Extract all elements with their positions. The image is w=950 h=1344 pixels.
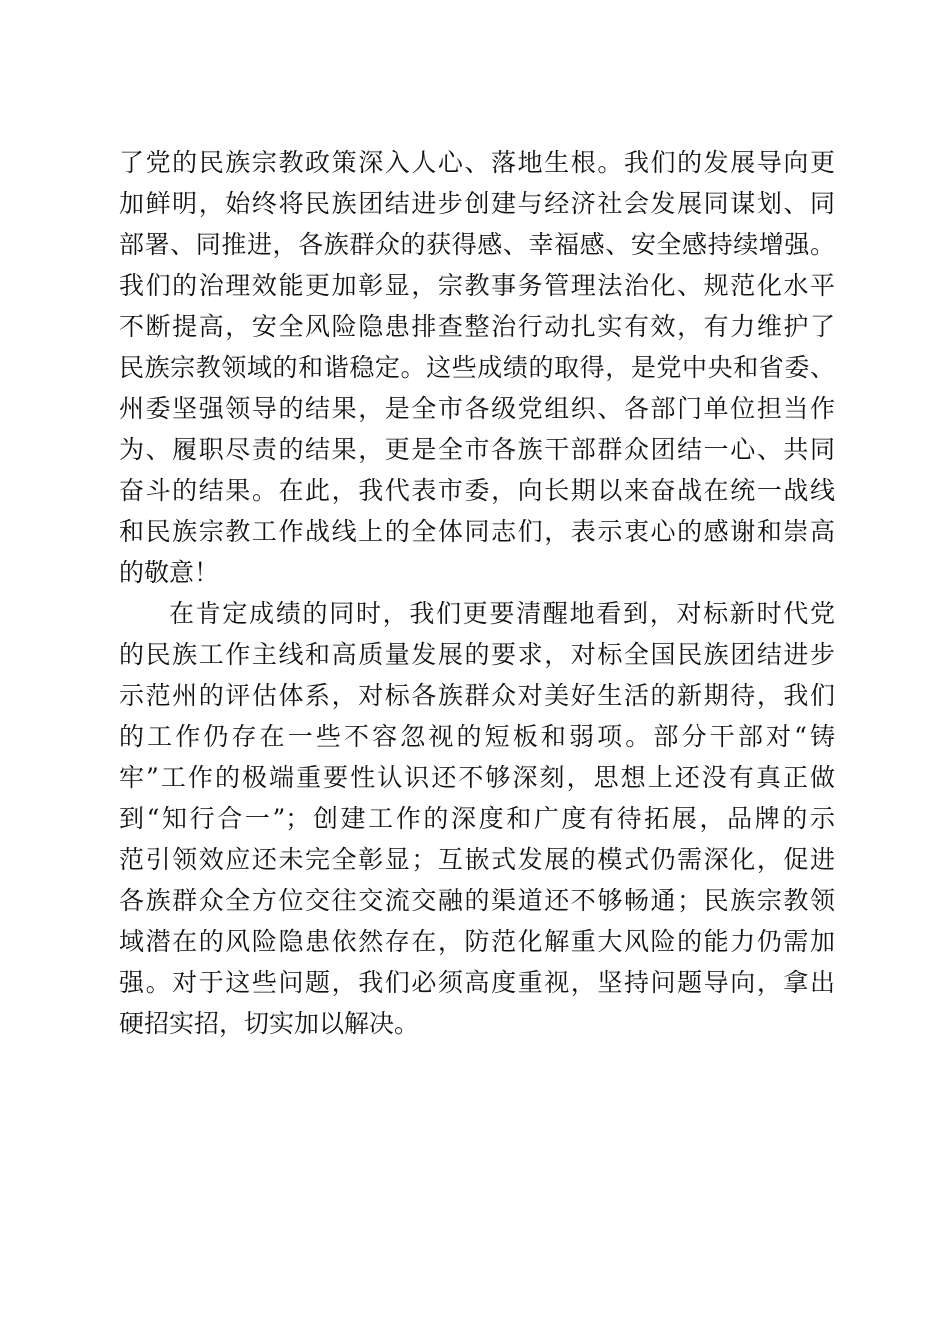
paragraph-2-line-7: 范引领效应还未完全彰显；互嵌式发展的模式仍需深化，促进 bbox=[119, 845, 835, 874]
paragraph-1-line-2: 加鲜明，始终将民族团结进步创建与经济社会发展同谋划、同 bbox=[119, 189, 835, 218]
paragraph-2-line-8: 各族群众全方位交往交流交融的渠道还不够畅通；民族宗教领 bbox=[119, 886, 835, 915]
paragraph-2-line-1: 在肯定成绩的同时，我们更要清醒地看到，对标新时代党 bbox=[169, 599, 835, 628]
paragraph-1-line-5: 不断提高，安全风险隐患排查整治行动扎实有效，有力维护了 bbox=[119, 312, 835, 341]
paragraph-2-line-5: 牢”工作的极端重要性认识还不够深刻，思想上还没有真正做 bbox=[119, 763, 835, 792]
paragraph-2-line-10: 强。对于这些问题，我们必须高度重视，坚持问题导向，拿出 bbox=[119, 968, 835, 997]
paragraph-1-line-11: 的敬意！ bbox=[119, 558, 220, 587]
paragraph-1-line-3: 部署、同推进，各族群众的获得感、幸福感、安全感持续增强。 bbox=[119, 230, 835, 259]
paragraph-1-line-4: 我们的治理效能更加彰显，宗教事务管理法治化、规范化水平 bbox=[119, 271, 835, 300]
paragraph-2-line-4: 的工作仍存在一些不容忽视的短板和弱项。部分干部对“铸 bbox=[119, 722, 835, 751]
paragraph-1-line-6: 民族宗教领域的和谐稳定。这些成绩的取得，是党中央和省委、 bbox=[119, 353, 835, 382]
paragraph-2-line-3: 示范州的评估体系，对标各族群众对美好生活的新期待，我们 bbox=[119, 681, 835, 710]
paragraph-1-line-10: 和民族宗教工作战线上的全体同志们，表示衷心的感谢和崇高 bbox=[119, 517, 835, 546]
paragraph-2-line-9: 域潜在的风险隐患依然存在，防范化解重大风险的能力仍需加 bbox=[119, 927, 835, 956]
paragraph-1-line-8: 为、履职尽责的结果，更是全市各族干部群众团结一心、共同 bbox=[119, 435, 835, 464]
paragraph-2-line-2: 的民族工作主线和高质量发展的要求，对标全国民族团结进步 bbox=[119, 640, 835, 669]
paragraph-1-line-1: 了党的民族宗教政策深入人心、落地生根。我们的发展导向更 bbox=[119, 148, 835, 177]
paragraph-1-line-7: 州委坚强领导的结果，是全市各级党组织、各部门单位担当作 bbox=[119, 394, 835, 423]
body-text bbox=[119, 142, 859, 1044]
paragraph-1-line-9: 奋斗的结果。在此，我代表市委，向长期以来奋战在统一战线 bbox=[119, 476, 835, 505]
paragraph-2-line-11: 硬招实招，切实加以解决。 bbox=[119, 1009, 420, 1038]
paragraph-2-line-6: 到“知行合一”；创建工作的深度和广度有待拓展，品牌的示 bbox=[119, 804, 835, 833]
